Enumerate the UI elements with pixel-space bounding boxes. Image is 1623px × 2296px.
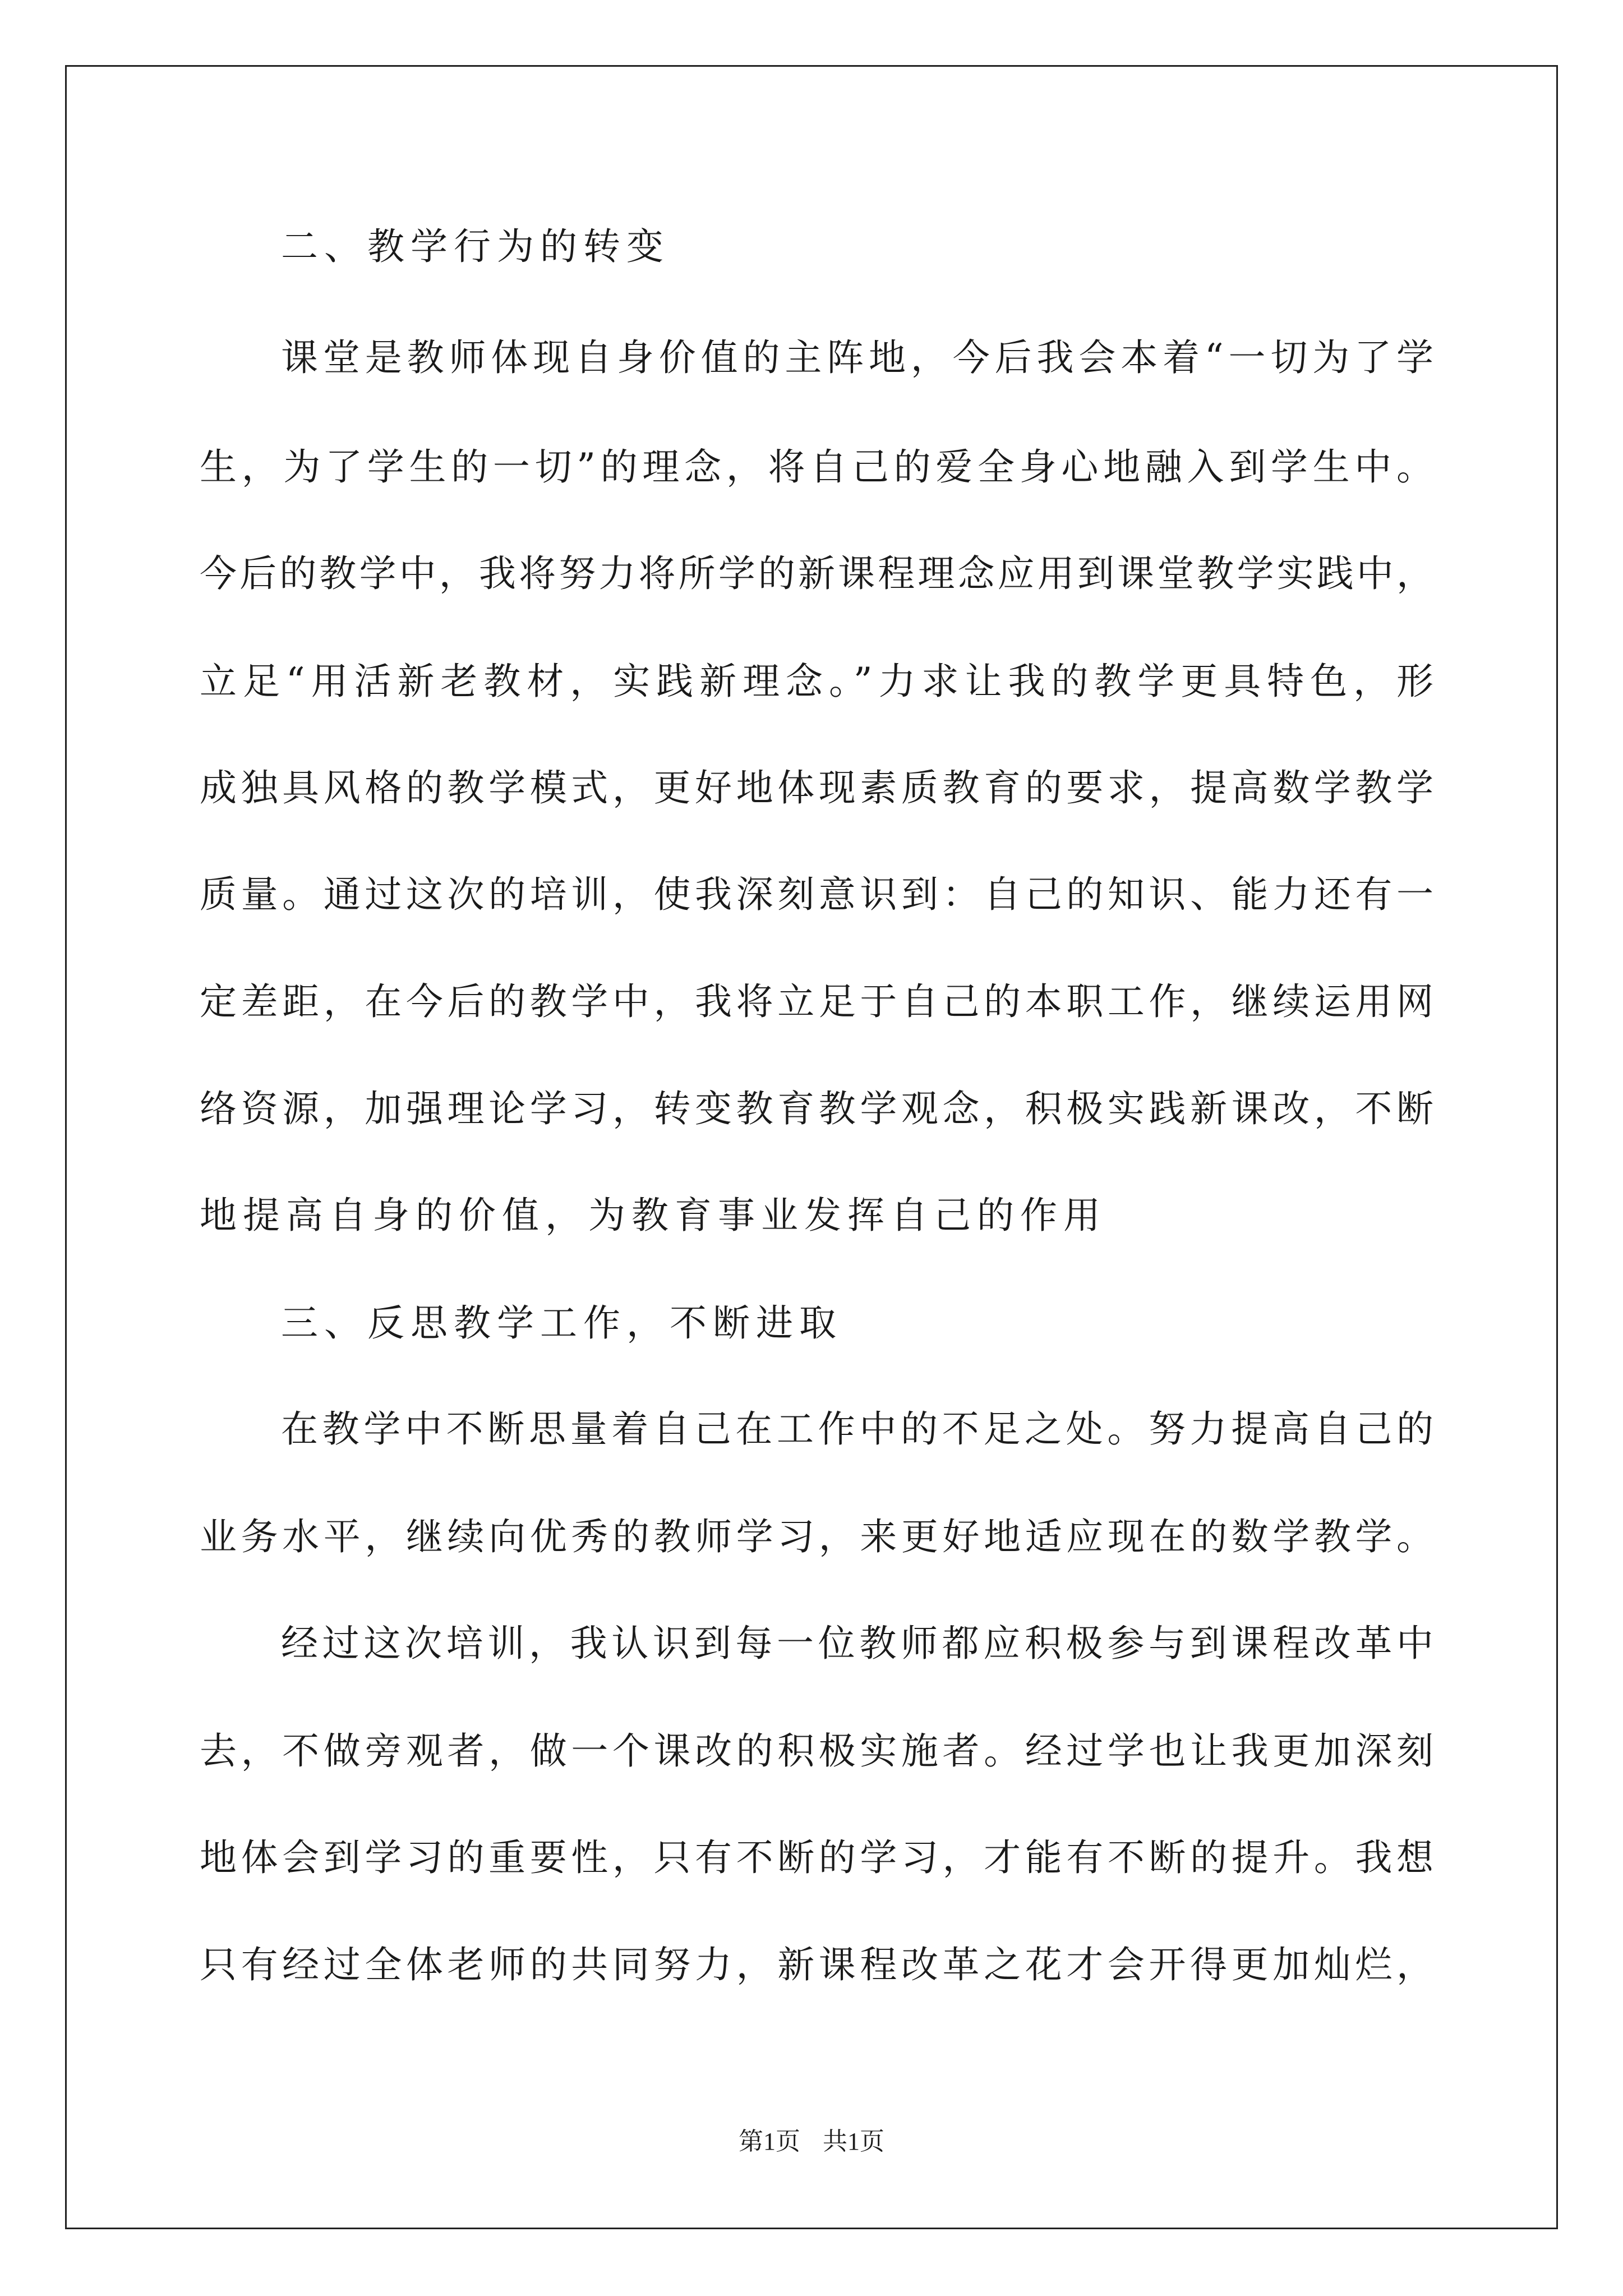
paragraph-line: 定差距，在今后的教学中，我将立足于自己的本职工作，继续运用网 [200, 980, 1433, 1023]
page-border [65, 65, 1558, 2229]
page-footer [0, 2126, 1623, 2157]
paragraph-line: 在教学中不断思量着自己在工作中的不足之处。努力提高自己的 [281, 1407, 1433, 1451]
page-total: 共1页 [823, 2128, 884, 2155]
paragraph-line: 质量。通过这次的培训，使我深刻意识到：自己的知识、能力还有一 [200, 873, 1433, 916]
section-heading-3: 三、反思教学工作，不断进取 [281, 1301, 842, 1345]
paragraph-line: 经过这次培训，我认识到每一位教师都应积极参与到课程改革中 [281, 1622, 1433, 1665]
paragraph-line: 地提高自身的价值，为教育事业发挥自己的作用 [200, 1194, 1106, 1237]
paragraph-line: 只有经过全体老师的共同努力，新课程改革之花才会开得更加灿烂， [200, 1943, 1433, 1986]
paragraph-line: 络资源，加强理论学习，转变教育教学观念，积极实践新课改，不断 [200, 1087, 1433, 1130]
paragraph-line: 去，不做旁观者，做一个课改的积极实施者。经过学也让我更加深刻 [200, 1729, 1433, 1773]
paragraph-line: 成独具风格的教学模式，更好地体现素质教育的要求，提高数学教学 [200, 766, 1433, 809]
paragraph-line: 地体会到学习的重要性，只有不断的学习，才能有不断的提升。我想 [200, 1836, 1433, 1879]
paragraph-line: 立足“用活新老教材，实践新理念。”力求让我的教学更具特色，形 [200, 660, 1433, 703]
page-number: 第1页 [739, 2128, 800, 2155]
paragraph-line: 课堂是教师体现自身价值的主阵地，今后我会本着“一切为了学 [281, 336, 1433, 379]
paragraph-line: 业务水平，继续向优秀的教师学习，来更好地适应现在的数学教学。 [200, 1515, 1433, 1558]
paragraph-line: 今后的教学中，我将努力将所学的新课程理念应用到课堂教学实践中， [200, 552, 1433, 595]
section-heading-2: 二、教学行为的转变 [281, 225, 670, 268]
paragraph-line: 生，为了学生的一切”的理念，将自己的爱全身心地融入到学生中。 [200, 445, 1433, 489]
